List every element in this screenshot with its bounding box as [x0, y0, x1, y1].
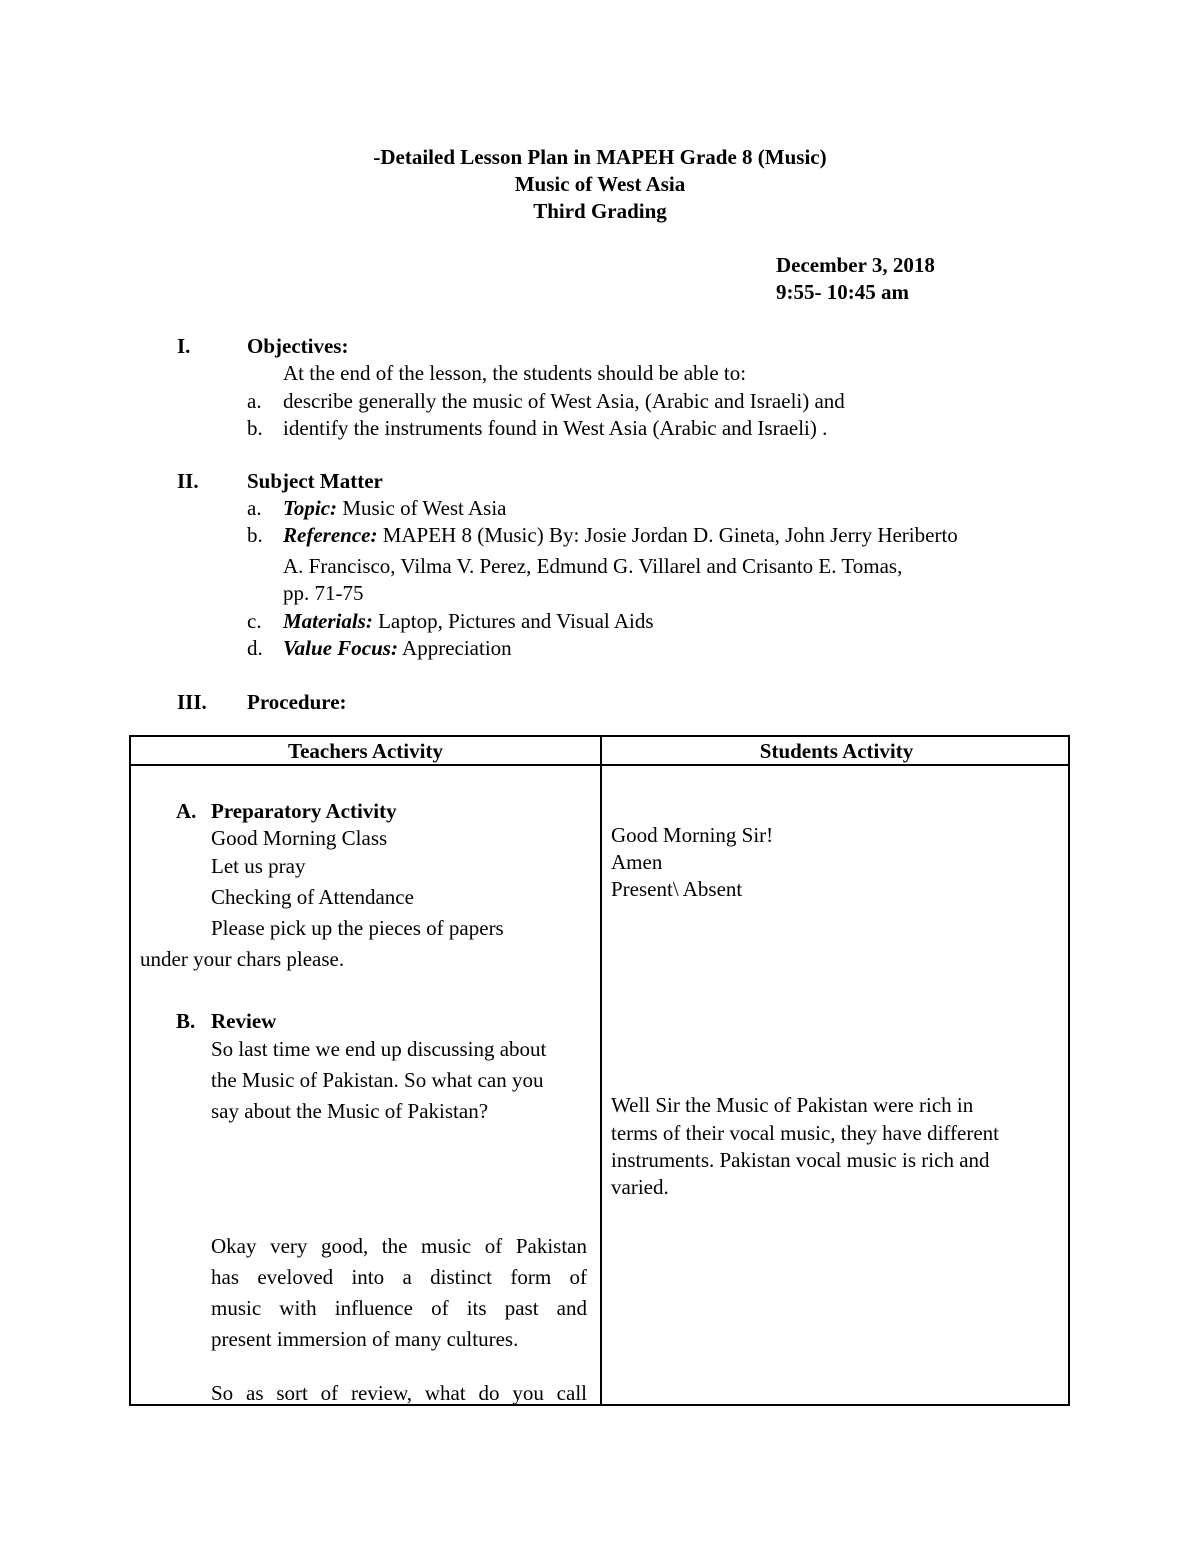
procedure-heading: Procedure: [247, 690, 347, 714]
section-b-letter: B. [176, 1009, 196, 1033]
objectives-intro: At the end of the lesson, the students should be able to: [283, 361, 747, 385]
value-focus-value: Appreciation [397, 636, 512, 660]
reference-pages: pp. 71-75 [283, 581, 364, 605]
materials-label: Materials: [283, 609, 373, 633]
subject-numeral: II. [177, 469, 199, 493]
student-line: varied. [611, 1175, 669, 1199]
subject-letter: b. [247, 523, 263, 547]
objective-item: describe generally the music of West Asia, (Arabic and Israeli) and [283, 389, 845, 413]
subject-item-value-focus [283, 635, 512, 662]
subject-heading: Subject Matter [247, 469, 383, 493]
objective-letter: a. [247, 389, 262, 413]
student-line: Good Morning Sir! [611, 823, 774, 847]
subject-letter: a. [247, 496, 262, 520]
lesson-time: 9:55- 10:45 am [776, 280, 909, 304]
student-line: Well Sir the Music of Pakistan were rich in [611, 1093, 974, 1117]
subject-item-materials [283, 608, 654, 635]
teacher-line: music with influence of its past and [211, 1296, 587, 1320]
student-line: Present\ Absent [611, 877, 743, 901]
subject-letter: d. [247, 636, 263, 660]
document-subtitle: Music of West Asia [514, 172, 686, 196]
objective-item: identify the instruments found in West Asia (Arabic and Israeli) . [283, 416, 828, 440]
reference-continued: A. Francisco, Vilma V. Perez, Edmund G. Villarel and Crisanto E. Tomas, [283, 554, 903, 578]
lesson-date: December 3, 2018 [776, 253, 935, 277]
teacher-line: So as sort of review, what do you call [211, 1381, 587, 1405]
section-b-title: Review [211, 1009, 277, 1033]
subject-letter: c. [247, 609, 262, 633]
teacher-line: say about the Music of Pakistan? [211, 1099, 489, 1123]
teacher-line: Please pick up the pieces of papers [211, 916, 504, 940]
teacher-line: under your chars please. [140, 947, 345, 971]
teacher-column-header: Teachers Activity [288, 739, 443, 763]
column-divider [600, 737, 602, 1404]
subject-item-reference [283, 522, 958, 549]
materials-value: Laptop, Pictures and Visual Aids [372, 609, 654, 633]
reference-label: Reference: [283, 523, 378, 547]
section-a-letter: A. [176, 799, 197, 823]
topic-label: Topic: [283, 496, 338, 520]
teacher-line: has eveloved into a distinct form of [211, 1265, 587, 1289]
teacher-line: So last time we end up discussing about [211, 1037, 547, 1061]
student-line: Amen [611, 850, 663, 874]
teacher-line: present immersion of many cultures. [211, 1327, 519, 1351]
teacher-line: the Music of Pakistan. So what can you [211, 1068, 544, 1092]
objectives-numeral: I. [177, 334, 191, 358]
student-line: terms of their vocal music, they have different [611, 1121, 999, 1145]
document-title: -Detailed Lesson Plan in MAPEH Grade 8 (Music) [373, 145, 827, 169]
objectives-heading: Objectives: [247, 334, 349, 358]
student-column-header: Students Activity [759, 739, 914, 763]
section-a-title: Preparatory Activity [211, 799, 397, 823]
subject-item-topic [283, 495, 506, 522]
teacher-line: Let us pray [211, 854, 306, 878]
header-divider [131, 764, 1068, 766]
grading-period: Third Grading [533, 199, 667, 223]
reference-value: MAPEH 8 (Music) By: Josie Jordan D. Gineta, John Jerry Heriberto [377, 523, 958, 547]
teacher-line: Good Morning Class [211, 826, 388, 850]
objective-letter: b. [247, 416, 263, 440]
topic-value: Music of West Asia [337, 496, 507, 520]
teacher-line: Okay very good, the music of Pakistan [211, 1234, 587, 1258]
value-focus-label: Value Focus: [283, 636, 398, 660]
procedure-numeral: III. [177, 690, 207, 714]
teacher-line: Checking of Attendance [211, 885, 414, 909]
student-line: instruments. Pakistan vocal music is rich and [611, 1148, 990, 1172]
